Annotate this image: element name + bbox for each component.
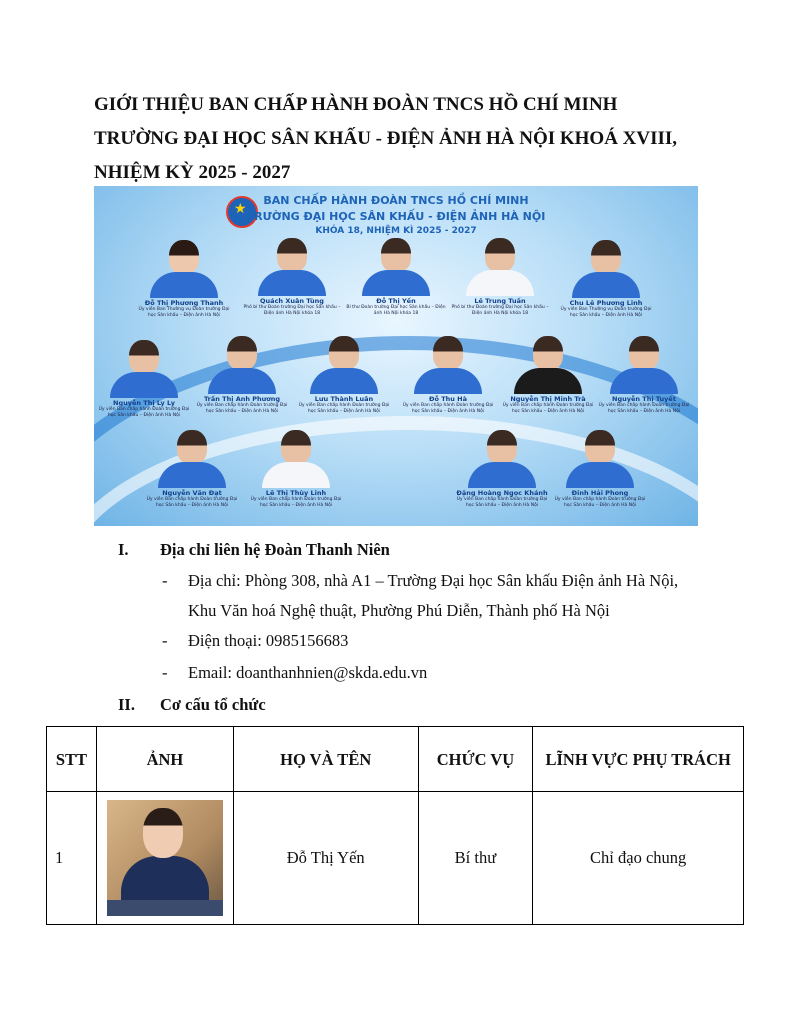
member-uniform bbox=[110, 372, 178, 398]
column-header-photo: ẢNH bbox=[96, 727, 233, 792]
table-row bbox=[47, 792, 744, 925]
member-photo bbox=[277, 238, 307, 272]
email-text: Email: doanthanhnien@skda.edu.vn bbox=[188, 663, 428, 682]
member-name: Đặng Hoàng Ngọc Khánh bbox=[456, 489, 548, 497]
member-uniform bbox=[362, 270, 430, 296]
bullet-dash: - bbox=[162, 631, 168, 650]
banner-heading: BAN CHẤP HÀNH ĐOÀN TNCS HỒ CHÍ MINH bbox=[263, 194, 529, 207]
member-uniform bbox=[262, 462, 330, 488]
banner-member bbox=[142, 430, 242, 509]
cell-stt: 1 bbox=[47, 792, 97, 925]
member-name: Đỗ Thu Hà bbox=[429, 395, 467, 403]
banner-member bbox=[398, 336, 498, 415]
column-header-name: HỌ VÀ TÊN bbox=[233, 727, 418, 792]
portrait-head bbox=[143, 808, 183, 858]
banner-member bbox=[134, 240, 234, 319]
section-number: I. bbox=[118, 540, 129, 559]
member-role: Phó bí thư Đoàn trường Đại học Sân khấu – Điện ảnh Hà Nội khóa 18 bbox=[451, 305, 549, 316]
section-title: Địa chỉ liên hệ Đoàn Thanh Niên bbox=[160, 540, 390, 559]
section-title: Cơ cấu tổ chức bbox=[160, 695, 266, 714]
member-uniform bbox=[466, 270, 534, 296]
member-name: Đinh Hải Phong bbox=[571, 489, 629, 497]
executive-committee-banner bbox=[94, 186, 698, 526]
member-photo bbox=[329, 336, 359, 370]
member-portrait bbox=[107, 800, 223, 916]
member-role: Ủy viên Ban chấp hành Đoàn trường Đại học Sân khấu – Điện ảnh Hà Nội bbox=[502, 403, 594, 414]
cell-photo bbox=[96, 792, 233, 925]
banner-member bbox=[192, 336, 292, 415]
member-role: Ủy viên Ban chấp hành Đoàn trường Đại học Sân khấu – Điện ảnh Hà Nội bbox=[98, 407, 190, 418]
member-name: Lê Trung Tuấn bbox=[474, 297, 526, 305]
member-role: Ủy viên Ban chấp hành Đoàn trường Đại học Sân khấu – Điện ảnh Hà Nội bbox=[554, 497, 646, 508]
member-name: Trần Thị Anh Phương bbox=[203, 395, 281, 403]
member-role: Ủy viên Ban Thường vụ Đoàn trường Đại học Sân khấu – Điện ảnh Hà Nội bbox=[138, 307, 230, 318]
portrait-desk bbox=[107, 900, 223, 916]
member-role: Phó bí thư Đoàn trường Đại học Sân khấu – Điện ảnh Hà Nội khóa 18 bbox=[243, 305, 341, 316]
member-name: Nguyễn Thị Ly Ly bbox=[113, 399, 175, 407]
member-role: Ủy viên Ban chấp hành Đoàn trường Đại học Sân khấu – Điện ảnh Hà Nội bbox=[402, 403, 494, 414]
member-photo bbox=[585, 430, 615, 464]
member-uniform bbox=[514, 368, 582, 394]
member-uniform bbox=[572, 272, 640, 298]
phone-text: Điện thoại: 0985156683 bbox=[188, 631, 349, 650]
bullet-dash: - bbox=[162, 663, 168, 682]
member-photo bbox=[381, 238, 411, 272]
cell-position: Bí thư bbox=[418, 792, 533, 925]
banner-member bbox=[246, 430, 346, 509]
bullet-dash: - bbox=[162, 571, 168, 590]
member-photo bbox=[485, 238, 515, 272]
banner-member bbox=[452, 430, 552, 509]
member-name: Đỗ Thị Phương Thanh bbox=[144, 299, 224, 307]
column-header-field: LĨNH VỰC PHỤ TRÁCH bbox=[533, 727, 744, 792]
banner-member bbox=[346, 238, 446, 317]
member-role: Ủy viên Ban chấp hành Đoàn trường Đại học Sân khấu – Điện ảnh Hà Nội bbox=[250, 497, 342, 508]
member-uniform bbox=[566, 462, 634, 488]
member-photo bbox=[129, 340, 159, 374]
banner-term: KHÓA 18, NHIỆM KÌ 2025 - 2027 bbox=[315, 226, 477, 236]
member-photo bbox=[177, 430, 207, 464]
member-photo bbox=[487, 430, 517, 464]
member-uniform bbox=[208, 368, 276, 394]
member-uniform bbox=[414, 368, 482, 394]
table-header-row bbox=[47, 727, 744, 792]
member-photo bbox=[227, 336, 257, 370]
member-name: Lưu Thành Luân bbox=[314, 395, 374, 403]
member-name: Nguyễn Văn Đạt bbox=[162, 489, 222, 497]
page-title: GIỚI THIỆU BAN CHẤP HÀNH ĐOÀN TNCS HỒ CHÍ MINH TRƯỜNG ĐẠI HỌC SÂN KHẤU - ĐIỆN ẢNH HÀ NỘI KHOÁ XVIII, NHIỆM KỲ 2025 - 2027 bbox=[94, 94, 678, 183]
cell-field: Chỉ đạo chung bbox=[533, 792, 744, 925]
banner-member bbox=[294, 336, 394, 415]
member-role: Ủy viên Ban Thường vụ Đoàn trường Đại học Sân khấu – Điện ảnh Hà Nội bbox=[560, 307, 652, 318]
member-role: Ủy viên Ban chấp hành Đoàn trường Đại học Sân khấu – Điện ảnh Hà Nội bbox=[196, 403, 288, 414]
address-text: Địa chỉ: Phòng 308, nhà A1 – Trường Đại học Sân khấu Điện ảnh Hà Nội, Khu Văn hoá Nghệ thuật, Phường Phú Diễn, Thành phố Hà Nội bbox=[188, 571, 679, 620]
banner-member bbox=[556, 240, 656, 319]
member-name: Chu Lê Phương Linh bbox=[569, 299, 643, 307]
member-uniform bbox=[310, 368, 378, 394]
member-photo bbox=[591, 240, 621, 274]
column-header-position: CHỨC VỤ bbox=[418, 727, 533, 792]
section-number: II. bbox=[118, 695, 135, 714]
member-role: Ủy viên Ban chấp hành Đoàn trường Đại học Sân khấu – Điện ảnh Hà Nội bbox=[598, 403, 690, 414]
member-role: Ủy viên Ban chấp hành Đoàn trường Đại học Sân khấu – Điện ảnh Hà Nội bbox=[146, 497, 238, 508]
member-role: Ủy viên Ban chấp hành Đoàn trường Đại học Sân khấu – Điện ảnh Hà Nội bbox=[456, 497, 548, 508]
banner-member bbox=[242, 238, 342, 317]
cell-name: Đỗ Thị Yến bbox=[233, 792, 418, 925]
banner-subheading: TRƯỜNG ĐẠI HỌC SÂN KHẤU - ĐIỆN ẢNH HÀ NỘI bbox=[246, 210, 546, 223]
member-name: Đỗ Thị Yến bbox=[376, 297, 416, 305]
column-header-stt: STT bbox=[47, 727, 97, 792]
banner-member bbox=[550, 430, 650, 509]
member-uniform bbox=[150, 272, 218, 298]
organization-table bbox=[46, 726, 744, 925]
member-uniform bbox=[158, 462, 226, 488]
member-photo bbox=[433, 336, 463, 370]
member-photo bbox=[169, 240, 199, 274]
member-name: Lê Thị Thùy Linh bbox=[265, 489, 327, 497]
member-uniform bbox=[468, 462, 536, 488]
member-uniform bbox=[610, 368, 678, 394]
member-name: Nguyễn Thị Minh Trà bbox=[510, 395, 586, 403]
banner-member bbox=[450, 238, 550, 317]
banner-member bbox=[498, 336, 598, 415]
member-uniform bbox=[258, 270, 326, 296]
member-name: Nguyễn Thị Tuyết bbox=[612, 395, 676, 403]
member-photo bbox=[629, 336, 659, 370]
member-role: Bí thư Đoàn trường Đại học Sân khấu – Điện ảnh Hà Nội khóa 18 bbox=[346, 305, 446, 316]
banner-member bbox=[94, 340, 194, 419]
member-photo bbox=[281, 430, 311, 464]
banner-member bbox=[594, 336, 694, 415]
member-role: Ủy viên Ban chấp hành Đoàn trường Đại học Sân khấu – Điện ảnh Hà Nội bbox=[298, 403, 390, 414]
member-name: Quách Xuân Tùng bbox=[260, 297, 324, 305]
member-photo bbox=[533, 336, 563, 370]
